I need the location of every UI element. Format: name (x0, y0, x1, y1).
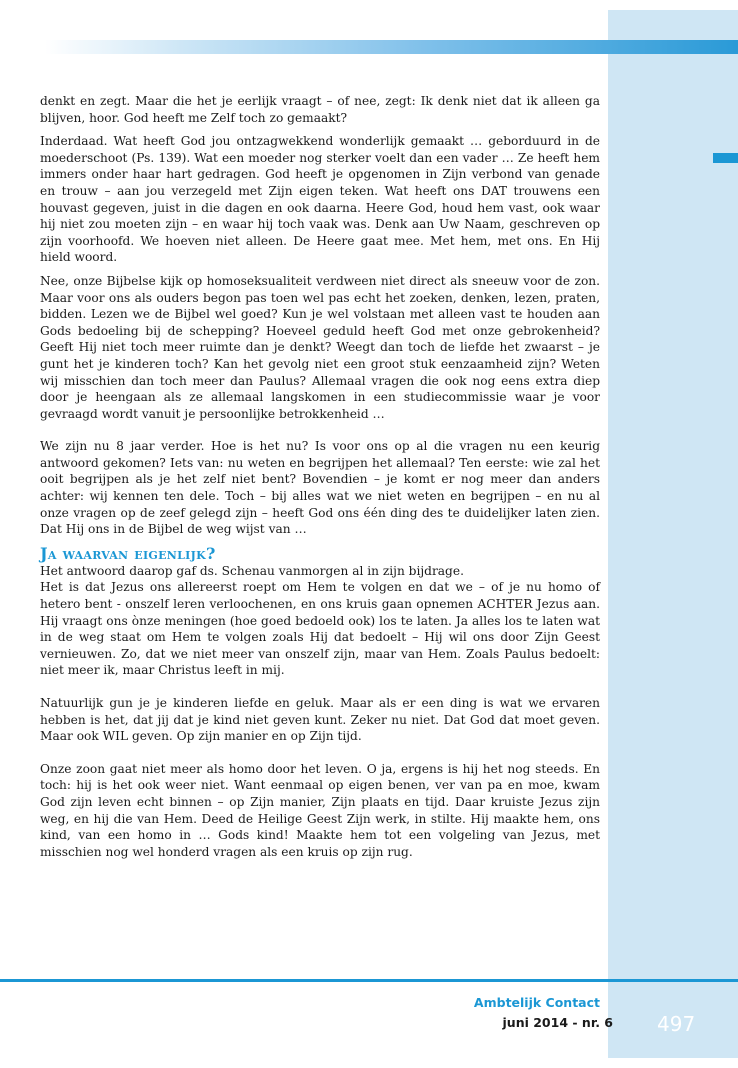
paragraph-5: Het antwoord daarop gaf ds. Schenau vanmorgen al in zijn bijdrage. (40, 563, 464, 578)
footer-divider-panel (608, 979, 738, 982)
right-margin-panel (608, 10, 738, 1058)
page-number: 497 (657, 1012, 696, 1036)
paragraph-3: Nee, onze Bijbelse kijk op homoseksualiteit verdween niet direct als sneeuw voor de zon. Maar voor ons als ouders begon pas toen wel pas echt het zoeken, denken, lezen, praten, bidden. Lezen we de Bijbel wel goed? Kun je wel volstaan met alleen vast te houden aan Gods bedoeling bij de schepping? Hoeveel geduld heeft God met onze gebrokenheid? Geeft Hij niet toch meer ruimte dan je denkt? Weegt dan toch de liefde het zwaarst – je gunt het je kinderen toch? Kan het gevolg niet een groot stuk eenzaamheid zijn? Weten wij misschien dan toch meer dan Paulus? Allemaal vragen die ook nog eens extra diep door je heengaan als ze allemaal langskomen in een studiecommissie waar je voor gevraagd wordt vanuit je persoonlijke betrokkenheid … (40, 273, 600, 421)
footer-divider (0, 979, 608, 982)
article-body (40, 93, 600, 860)
issue-label: juni 2014 - nr. 6 (502, 1015, 613, 1030)
paragraph-1: denkt en zegt. Maar die het je eerlijk vraagt – of nee, zegt: Ik denk niet dat ik alleen ga blijven, hoor. God heeft me Zelf toch zo gemaakt? (40, 94, 600, 125)
paragraph-2: Inderdaad. Wat heeft God jou ontzagwekkend wonderlijk gemaakt … geborduurd in de moederschoot (Ps. 139). Wat een moeder nog sterker voelt dan een vader … Ze heeft hem immers onder haar hart gedragen. God heeft je opgenomen in Zijn verbond van genade en trouw – aan jou verzegeld met Zijn eigen teken. Wat heeft ons DAT trouwens een houvast gegeven, juist in die dagen en ook daarna. Heere God, houd hem vast, ook waar hij niet zou moeten zijn – en waar hij toch vaak was. Denk aan Uw Naam, geschreven op zijn voorhoofd. We hoeven niet alleen. De Heere gaat mee. Met hem, met ons. En Hij hield woord. (40, 134, 600, 265)
paragraph-8: Onze zoon gaat niet meer als homo door het leven. O ja, ergens is hij het nog steeds. En toch: hij is het ook weer niet. Want eenmaal op eigen benen, ver van pa en moe, kwam God zijn leven echt binnen – op Zijn manier, Zijn plaats en tijd. Daar kruiste Jezus zijn weg, en hij die van Hem. Deed de Heilige Geest Zijn werk, in stilte. Hij maakte hem, ons kind, van een homo in … Gods kind! Maakte hem tot een volgeling van Jezus, met misschien nog wel honderd vragen als een kruis op zijn rug. (40, 761, 600, 859)
paragraph-6: Het is dat Jezus ons allereerst roept om Hem te volgen en dat we – of je nu homo of hetero bent - onszelf leren verloochenen, en ons kruis gaan opnemen ACHTER Jezus aan. Hij vraagt ons ònze meningen (hoe goed bedoeld ook) los te laten. Ja alles los te laten wat in de weg staat om Hem te volgen zoals Hij dat bedoelt – Hij wil ons door Zijn Geest vernieuwen. Zo, dat we niet meer van onszelf zijn, maar van Hem. Zoals Paulus bedoelt: niet meer ik, maar Christus leeft in mij. (40, 580, 600, 678)
section-heading: Ja waarvan eigenlijk? (40, 543, 216, 563)
paragraph-4: We zijn nu 8 jaar verder. Hoe is het nu? Is voor ons op al die vragen nu een keurig antwoord gekomen? Iets van: nu weten en begrijpen het allemaal? Ten eerste: wie zal het ooit begrijpen als je het zelf niet bent? Bovendien – je komt er nog meer dan anders achter: wij kennen ten dele. Toch – bij alles wat we niet weten en begrijpen – en nu al onze vragen op de zeef gelegd zijn – heeft God ons één ding des te duidelijker laten zien. Dat Hij ons in de Bijbel de weg wijst van … (40, 439, 600, 537)
side-tab-marker (713, 153, 738, 163)
paragraph-7: Natuurlijk gun je je kinderen liefde en geluk. Maar als er een ding is wat we ervaren hebben is het, dat jij dat je kind niet geven kunt. Zeker nu niet. Dat God dat moet geven. Maar ook WIL geven. Op zijn manier en op Zijn tijd. (40, 696, 600, 744)
header-gradient-bar (45, 40, 738, 54)
magazine-title: Ambtelijk Contact (473, 995, 600, 1010)
